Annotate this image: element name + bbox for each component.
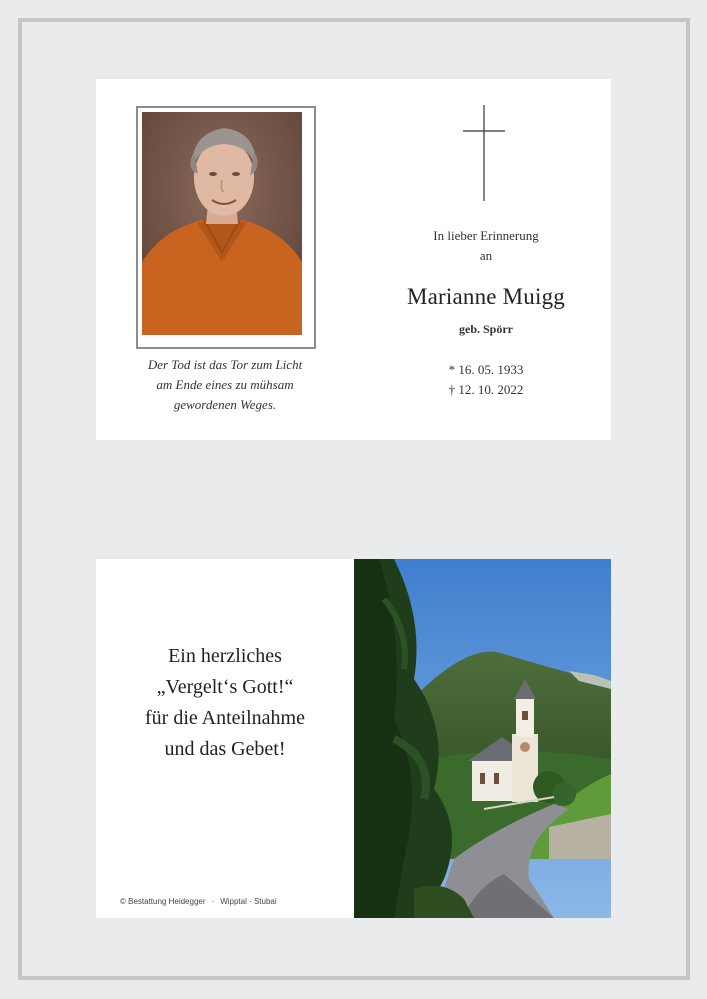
maiden-name: geb. Spörr [459, 322, 513, 336]
quote-line: gewordenen Weges. [173, 397, 277, 412]
death-date: † 12. 10. 2022 [448, 382, 524, 397]
birth-date: * 16. 05. 1933 [448, 362, 524, 377]
memory-line: an [479, 248, 493, 263]
memorial-quote [122, 355, 328, 415]
thanks-line: für die Anteilnahme [145, 707, 305, 729]
church-landscape-photo [354, 559, 611, 918]
memory-line: In lieber Erinnerung [433, 228, 539, 243]
imprint-region: Wipptal · Stubai [220, 897, 277, 906]
imprint-company: © Bestattung Heidegger [120, 897, 206, 906]
portrait-photo [142, 112, 302, 335]
portrait-frame [136, 106, 316, 349]
memory-heading [386, 226, 586, 266]
cross-icon [462, 103, 506, 203]
imprint-separator: · [211, 897, 215, 906]
quote-line: Der Tod ist das Tor zum Licht [147, 357, 303, 372]
life-dates [386, 360, 586, 400]
memorial-card-front [96, 79, 611, 440]
thank-you-text [108, 641, 342, 765]
quote-line: am Ende eines zu mühsam [156, 377, 294, 392]
thanks-line: und das Gebet! [164, 738, 286, 760]
thanks-line: „Vergelt‘s Gott!“ [156, 676, 294, 698]
memorial-card-back [96, 559, 611, 918]
deceased-name: Marianne Muigg [406, 284, 566, 309]
funeral-home-imprint [120, 897, 350, 906]
thanks-line: Ein herzliches [168, 645, 282, 667]
